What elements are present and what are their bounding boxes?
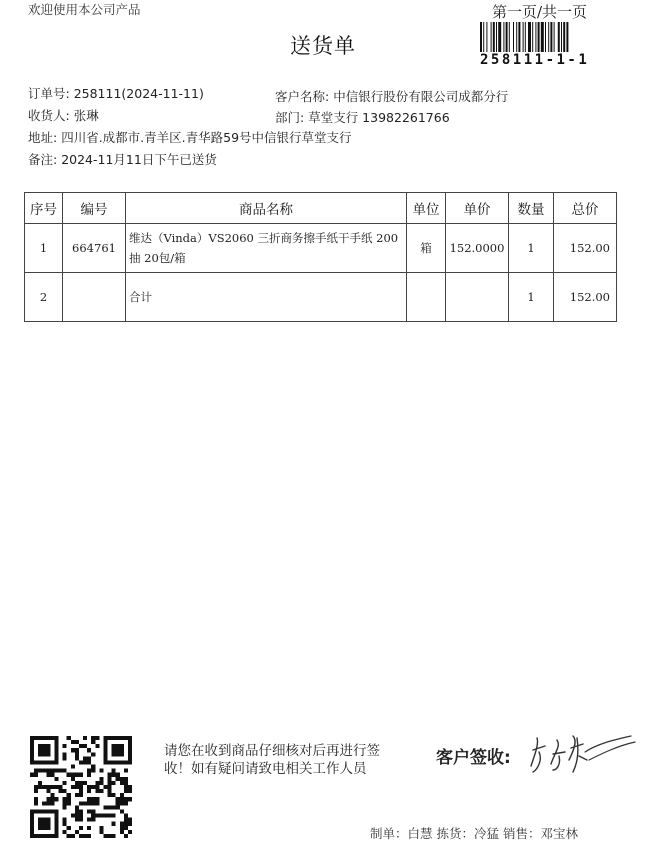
page-indicator: 第一页/共一页	[492, 3, 588, 21]
cell-seq: 1	[25, 224, 63, 273]
note-label: 备注:	[28, 152, 58, 167]
cell-unit-price: 152.0000	[446, 224, 509, 273]
customer-name-value: 中信银行股份有限公司成都分行	[333, 89, 509, 104]
cell-unit: 箱	[407, 224, 446, 273]
address-value: 四川省.成都市.青羊区.青华路59号中信银行草堂支行	[61, 130, 352, 145]
barcode-number: 258111-1-1	[480, 52, 590, 68]
table-row	[25, 224, 617, 273]
items-table	[24, 192, 617, 322]
column-header-product-name: 商品名称	[126, 193, 407, 224]
qr-code	[30, 736, 132, 838]
customer-signature-label: 客户签收:	[436, 748, 511, 768]
note-value: 2024-11月11日下午已送货	[61, 152, 217, 167]
document-title: 送货单	[290, 34, 356, 58]
order-number-label: 订单号:	[28, 86, 70, 101]
table-header-row	[25, 193, 617, 224]
receipt-notice: 请您在收到商品仔细核对后再进行签收！如有疑问请致电相关工作人员	[164, 743, 380, 777]
cell-unit	[407, 273, 446, 322]
cell-code: 664761	[63, 224, 126, 273]
receiver-value: 张琳	[73, 108, 99, 123]
cell-quantity: 1	[509, 273, 554, 322]
cell-total: 152.00	[554, 224, 617, 273]
column-header-total: 总价	[554, 193, 617, 224]
address-field	[28, 128, 352, 146]
note-field	[28, 150, 217, 168]
cell-unit-price	[446, 273, 509, 322]
barcode	[480, 22, 598, 52]
department-field	[275, 108, 450, 126]
cell-product-name: 维达（Vinda）VS2060 三折商务擦手纸干手纸 200抽 20包/箱	[126, 224, 407, 273]
customer-name-field	[275, 87, 508, 105]
cell-product-name: 合计	[126, 273, 407, 322]
cell-total: 152.00	[554, 273, 617, 322]
cell-seq: 2	[25, 273, 63, 322]
table-row	[25, 273, 617, 322]
cell-code	[63, 273, 126, 322]
customer-name-label: 客户名称:	[275, 89, 330, 104]
column-header-seq: 序号	[25, 193, 63, 224]
department-value: 草堂支行 13982261766	[308, 110, 450, 125]
welcome-text: 欢迎使用本公司产品	[28, 2, 141, 17]
receiver-field	[28, 106, 99, 124]
handwritten-signature	[527, 730, 639, 776]
cell-quantity: 1	[509, 224, 554, 273]
address-label: 地址:	[28, 130, 58, 145]
staff-line: 制单：白慧 拣货：冷猛 销售：邓宝林	[370, 826, 578, 841]
column-header-unit-price: 单价	[446, 193, 509, 224]
column-header-code: 编号	[63, 193, 126, 224]
column-header-quantity: 数量	[509, 193, 554, 224]
receiver-label: 收货人:	[28, 108, 70, 123]
order-number-field	[28, 84, 204, 102]
column-header-unit: 单位	[407, 193, 446, 224]
department-label: 部门:	[275, 110, 305, 125]
order-number-value: 258111(2024-11-11)	[73, 86, 204, 101]
